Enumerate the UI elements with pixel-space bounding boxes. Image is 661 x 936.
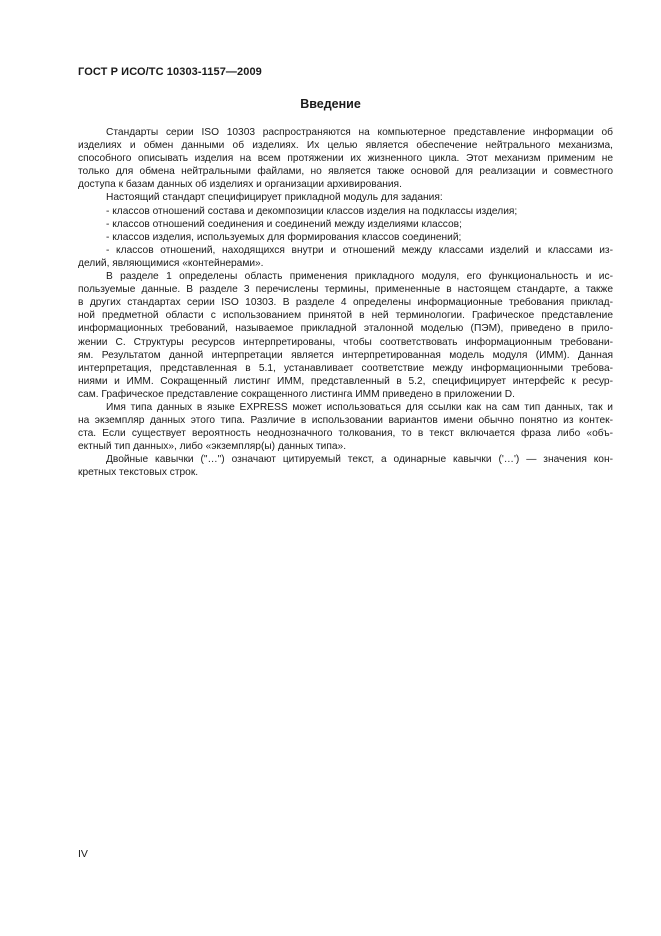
- body-text: [78, 126, 613, 480]
- text-line: интерпретация, представленная в 5.1, устанавливает соответствие между информационными требова-: [78, 362, 613, 374]
- text-line: кретных текстовых строк.: [78, 467, 199, 479]
- text-line: Стандарты серии ISO 10303 распространяются на компьютерное представление информации об: [106, 127, 613, 138]
- list-item: - классов отношений соединения и соединений между изделиями классов;: [106, 218, 462, 230]
- list-item: - классов отношений состава и декомпозиции классов изделия на подклассы изделия;: [106, 205, 518, 217]
- text-line: информационных требований, называемое прикладной эталонной моделью (ПЭМ), приведено в прило-: [78, 323, 613, 335]
- text-line: Настоящий стандарт специфицирует прикладной модуль для задания:: [106, 192, 443, 204]
- list-item: - классов изделия, используемых для формирования классов соединений;: [106, 231, 462, 243]
- text-line: изделиях и обмен данными об изделиях. Их целью является обеспечение нейтрального механизма,: [78, 140, 613, 152]
- text-line: Двойные кавычки ("…") означают цитируемый текст, а одинарные кавычки ('…') — значения кон-: [106, 454, 613, 466]
- list-item: - классов отношений, находящихся внутри и отношений между классами изделий и классами из-: [106, 244, 613, 256]
- text-line: в других стандартах серии ISO 10303. В разделе 4 определены информационные требования приклад-: [78, 297, 613, 309]
- page-number: IV: [78, 848, 88, 860]
- text-line: пользуемые данные. В разделе 3 перечислены термины, примененные в настоящем стандарте, а также: [78, 284, 613, 296]
- text-line: способного описывать изделия на всем протяжении их жизненного цикла. Этот механизм применим не: [78, 153, 613, 165]
- text-line: ста. Если существует вероятность неоднозначного толкования, то в текст включается фраза либо «объ-: [78, 428, 613, 440]
- text-line: на экземпляр данных этого типа. Различие в использовании вариантов имени обычно понятно из контек-: [78, 415, 613, 427]
- standard-header: ГОСТ Р ИСО/ТС 10303-1157—2009: [78, 66, 262, 78]
- text-line: В разделе 1 определены область применения прикладного модуля, его функциональность и ис-: [106, 271, 613, 283]
- text-line: доступа к базам данных об изделиях и организации архивирования.: [78, 179, 402, 191]
- list-item-continuation: делий, являющимися «контейнерами».: [78, 257, 264, 269]
- text-line: Имя типа данных в языке EXPRESS может использоваться для ссылки как на сам тип данных, так и: [106, 401, 613, 413]
- text-line: ниями и ИММ. Сокращенный листинг ИММ, представленный в 5.2, специфицирует интерфейс к ресур-: [78, 375, 613, 387]
- text-line: ектный тип данных», либо «экземпляр(ы) данных типа».: [78, 441, 347, 453]
- text-line: только для обмена нейтральными файлами, но является также основой для реализации и совместного: [78, 166, 613, 178]
- text-line: жении С. Структуры ресурсов интерпретированы, чтобы соответствовать информационным требовани-: [78, 336, 613, 348]
- text-line: ям. Результатом данной интерпретации является интерпретированная модель модуля (ИММ). Данная: [78, 349, 613, 361]
- section-title: Введение: [300, 97, 361, 111]
- text-line: сам. Графическое представление сокращенного листинга ИММ приведено в приложении D.: [78, 388, 515, 400]
- text-line: ной предметной области с использованием принятой в ней терминологии. Графическое представление: [78, 310, 613, 322]
